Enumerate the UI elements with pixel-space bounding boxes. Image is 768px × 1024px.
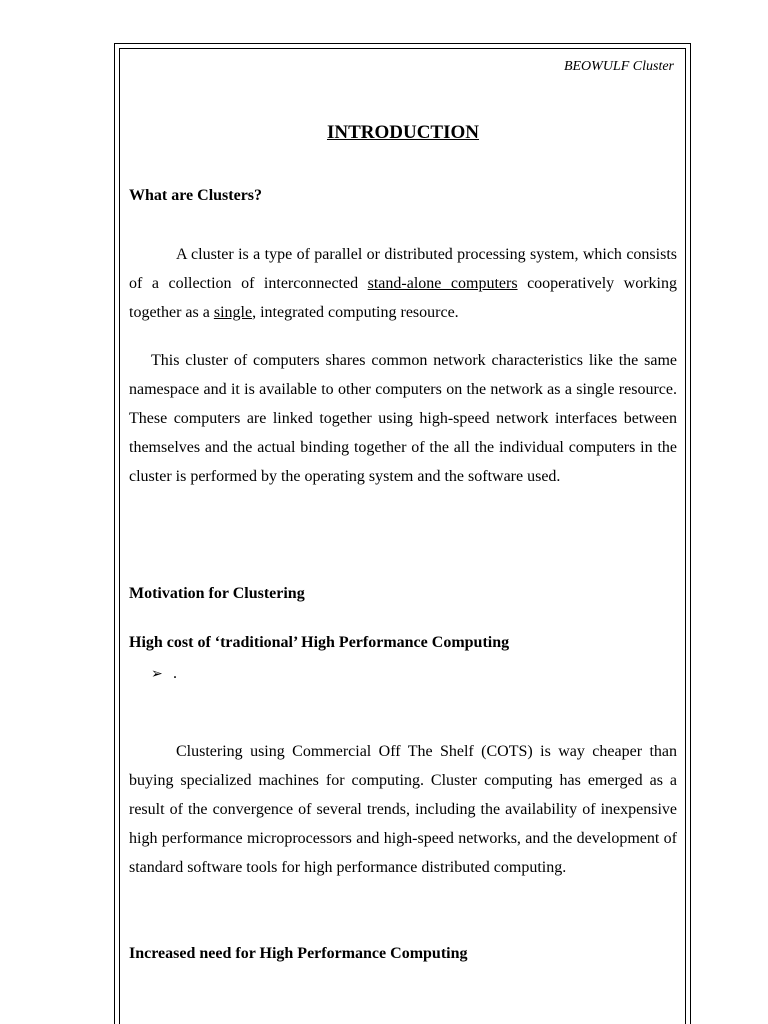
arrow-bullet-icon: ➢ <box>151 666 163 682</box>
paragraph-text: , integrated computing resource. <box>252 304 459 321</box>
paragraph-text: A cluster is a type of parallel or distributed processing system, which consists of a collection of interconnected <box>129 246 677 292</box>
section-heading-clusters: What are Clusters? <box>129 187 263 204</box>
underlined-term-single: single <box>213 304 253 321</box>
bullet-text: . <box>173 665 177 682</box>
page-title: INTRODUCTION <box>326 122 480 143</box>
bullet-item <box>151 664 177 684</box>
section-heading-motivation: Motivation for Clustering <box>129 585 305 602</box>
paragraph-cluster-definition <box>129 240 677 327</box>
running-header: BEOWULF Cluster <box>563 59 674 74</box>
underlined-term-stand-alone: stand-alone computers <box>367 275 518 292</box>
paragraph-cots: Clustering using Commercial Off The Shelf (COTS) is way cheaper than buying specialized machines for computing. Cluster computing has emerged as a result of the convergence of several trends, including the availability of inexpensive high performance microprocessors and high-speed networks, and the development of standard software tools for high performance distributed computing. <box>129 743 677 876</box>
paragraph-text: cooperatively working together as a <box>129 275 677 321</box>
paragraph-cluster-network: This cluster of computers shares common network characteristics like the same namespace and it is available to other computers on the network as a single resource. These computers are linked together using high-speed network interfaces between themselves and the actual binding together of the all the individual computers in the cluster is performed by the operating system and the software used. <box>129 352 677 485</box>
subheading-increased-need: Increased need for High Performance Computing <box>129 945 468 962</box>
subheading-high-cost: High cost of ‘traditional’ High Performance Computing <box>129 634 510 651</box>
